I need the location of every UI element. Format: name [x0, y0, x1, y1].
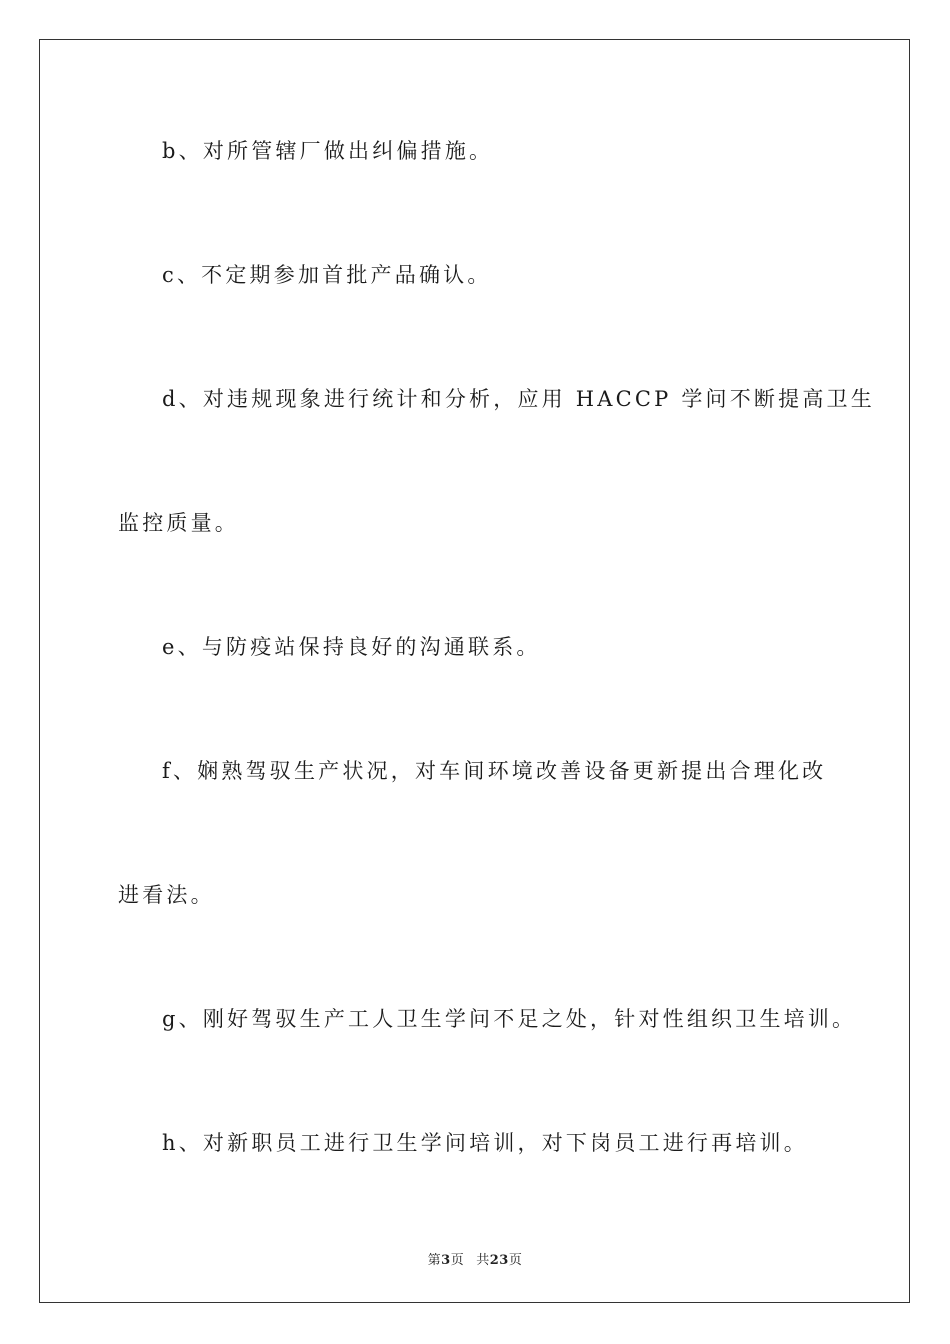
- footer-page-number: 3: [441, 1253, 451, 1268]
- text-line-b: b、对所管辖厂做出纠偏措施。: [162, 139, 494, 163]
- text-line-h: h、对新职员工进行卫生学问培训，对下岗员工进行再培训。: [162, 1131, 808, 1155]
- footer-total-suffix: 页: [508, 1253, 523, 1268]
- text-line-g: g、刚好驾驭生产工人卫生学问不足之处，针对性组织卫生培训。: [162, 1007, 857, 1031]
- page-border: [39, 39, 910, 1303]
- text-line-e: e、与防疫站保持良好的沟通联系。: [162, 635, 541, 659]
- footer-total-pages: 23: [489, 1253, 509, 1268]
- text-line-d-continued: 监控质量。: [118, 511, 239, 535]
- text-line-f-continued: 进看法。: [118, 883, 215, 907]
- footer-total-prefix: 共: [476, 1253, 490, 1268]
- text-line-c: c、不定期参加首批产品确认。: [162, 263, 492, 287]
- text-line-d: d、对违规现象进行统计和分析，应用 HACCP 学问不断提高卫生: [162, 387, 875, 411]
- text-line-f: f、娴熟驾驭生产状况，对车间环境改善设备更新提出合理化改: [162, 759, 827, 783]
- footer-page-suffix: 页: [450, 1253, 465, 1268]
- page-footer: [0, 1249, 950, 1268]
- footer-page-prefix: 第: [427, 1253, 442, 1268]
